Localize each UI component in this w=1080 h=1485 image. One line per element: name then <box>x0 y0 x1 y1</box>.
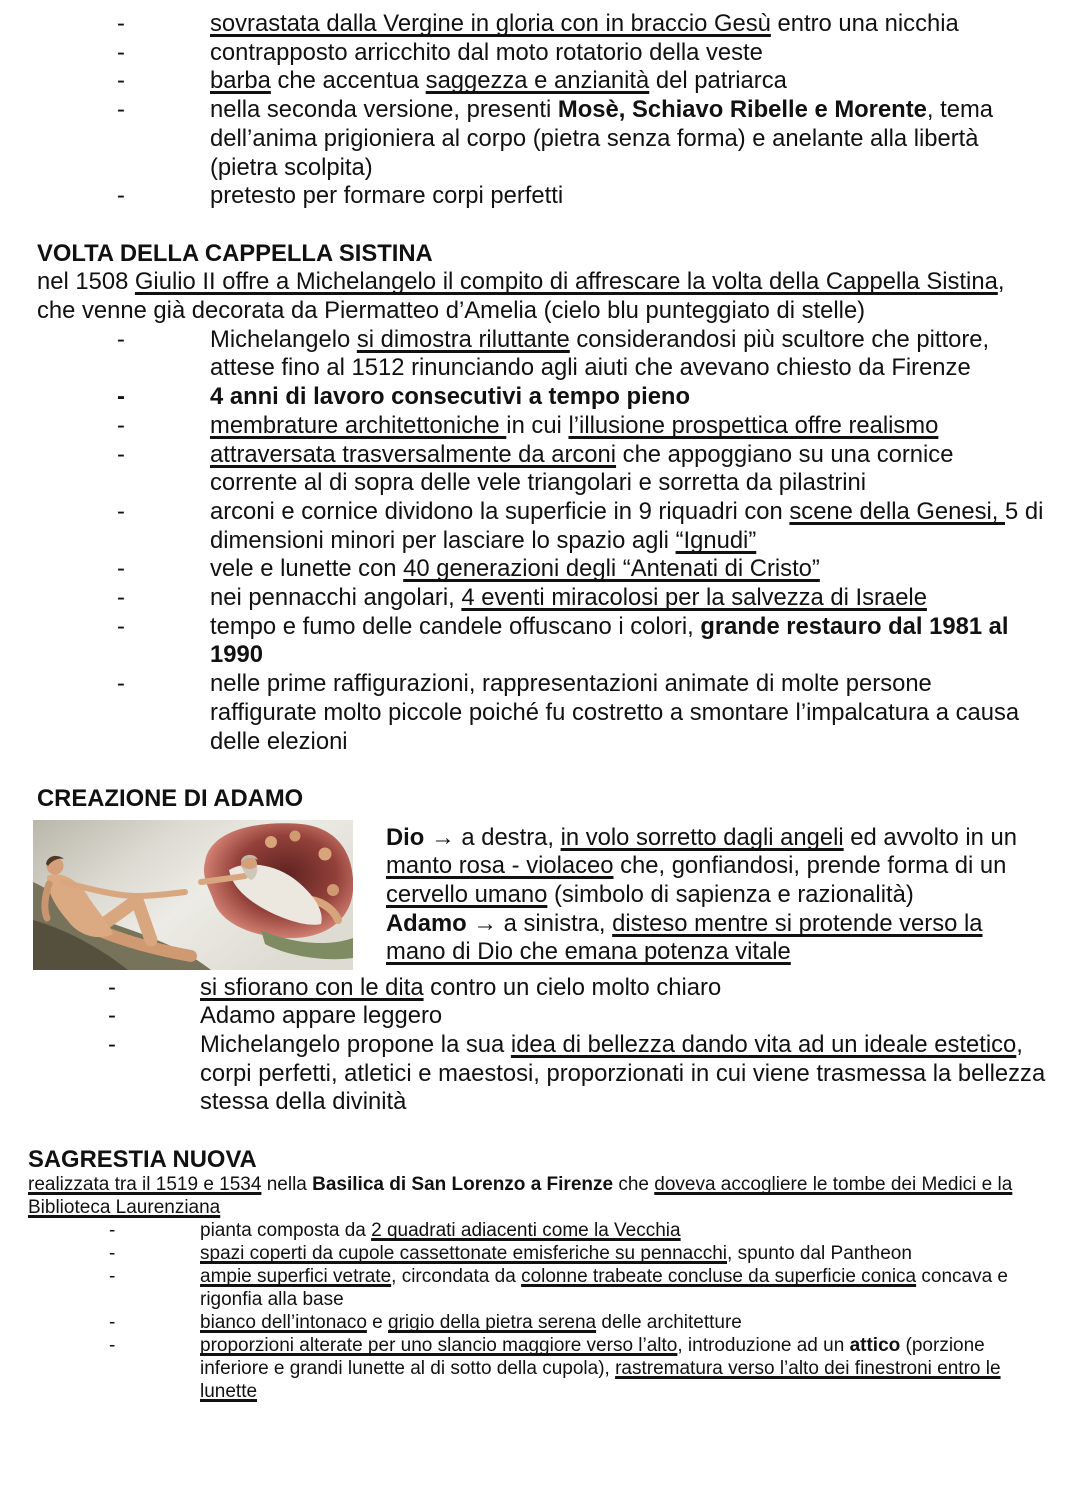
underlined-text: barba <box>210 67 271 95</box>
creation-description <box>386 824 1066 968</box>
list-item-text <box>200 1334 1070 1403</box>
bullet-dash: - <box>109 1220 116 1241</box>
list-item-text <box>210 613 1070 670</box>
underlined-text: sovrastata dalla Vergine in gloria con in braccio Gesù <box>210 10 771 37</box>
list-item <box>0 383 1080 412</box>
text-run: entro una nicchia <box>770 10 959 37</box>
list-item <box>0 67 1080 96</box>
list-item <box>0 555 1080 584</box>
bold-text: grande restauro dal 1981 al 1990 <box>210 612 1009 669</box>
text-run: 5 di dimensioni minori per lasciare lo spazio agli <box>210 497 1044 554</box>
underlined-text: si sfiorano con le dita <box>200 973 424 1001</box>
text-run: Michelangelo <box>210 325 357 353</box>
bullet-dash: - <box>108 1002 116 1030</box>
list-item <box>0 1334 1080 1403</box>
sagrestia-section <box>0 1173 1080 1403</box>
underlined-text: disteso mentre si protende verso la mano di Dio che emana potenza vitale <box>386 909 983 966</box>
top-section <box>0 10 1080 211</box>
underlined-text: doveva accogliere le tombe dei Medici e la Biblioteca Laurenziana <box>28 1174 1013 1218</box>
bold-text: attico <box>849 1335 901 1356</box>
underlined-text: saggezza e anzianità <box>425 67 650 95</box>
list-item <box>0 584 1080 613</box>
text-run: in cui <box>506 411 569 439</box>
list-item-text <box>210 555 1070 584</box>
bold-text: Mosè, Schiavo Ribelle e Morente <box>557 96 927 124</box>
text-run: ed avvolto in un <box>850 823 1017 851</box>
underlined-text: realizzata tra il 1519 e 1534 <box>28 1174 262 1195</box>
section-title: VOLTA DELLA CAPPELLA SISTINA <box>37 239 433 267</box>
list-item <box>0 441 1080 498</box>
bullet-dash: - <box>117 383 125 411</box>
list-item <box>0 1311 1080 1334</box>
list-item-text <box>210 383 1070 412</box>
underlined-text: l’illusione prospettica offre realismo <box>568 411 939 439</box>
underlined-text: bianco dell’intonaco <box>200 1312 367 1333</box>
section-title: CREAZIONE DI ADAMO <box>37 784 304 812</box>
text-run: che, gonfiandosi, prende forma di un <box>620 852 1007 880</box>
bullet-list <box>0 974 1080 1118</box>
list-item-text <box>200 1311 1070 1334</box>
list-item <box>0 39 1080 68</box>
underlined-text: Giulio II offre a Michelangelo il compito di affrescare la volta della Cappella Sistina <box>134 268 998 296</box>
text-run: nella seconda versione, presenti <box>210 96 558 124</box>
bullet-dash: - <box>117 670 125 698</box>
text-run: , corpi perfetti, atletici e maestosi, proporzionati in cui viene trasmessa la bellezza stessa della divinità <box>200 1030 1046 1116</box>
bullet-list <box>0 1219 1080 1403</box>
text-run: che appoggiano su una cornice corrente al di sopra delle vele triangolari e sorretta da pilastrini <box>210 440 954 497</box>
list-item <box>0 1242 1080 1265</box>
underlined-text: membrature architettoniche <box>210 411 507 439</box>
volta-section <box>0 240 1080 757</box>
bullet-dash: - <box>108 1030 116 1058</box>
text-run: , tema dell’anima prigioniera al corpo (pietra senza forma) e anelante alla libertà (pietra scolpita) <box>210 96 994 181</box>
underlined-text: idea di bellezza dando vita ad un ideale estetico <box>510 1030 1017 1058</box>
text-run: , che venne già decorata da Piermatteo d’Amelia (cielo blu punteggiato di stelle) <box>37 268 1005 324</box>
list-item-text <box>200 1265 1070 1311</box>
bold-text: Basilica di San Lorenzo a Firenze <box>312 1174 614 1195</box>
bullet-dash: - <box>117 584 125 612</box>
list-item <box>0 326 1080 383</box>
list-item <box>0 182 1080 211</box>
bullet-dash: - <box>117 10 125 37</box>
text-run: pretesto per formare corpi perfetti <box>210 182 564 210</box>
list-item <box>0 10 1080 39</box>
list-item <box>0 412 1080 441</box>
underlined-text: cervello umano <box>386 881 548 908</box>
text-run: del patriarca <box>649 67 787 95</box>
creation-of-adam-image <box>33 820 353 970</box>
text-run: delle architetture <box>596 1312 742 1333</box>
creazione-section <box>0 974 1080 1118</box>
bullet-dash: - <box>117 555 125 583</box>
underlined-text: proporzioni alterate per uno slancio maggiore verso l’alto <box>200 1335 678 1356</box>
section-intro <box>28 1173 1068 1219</box>
list-item <box>0 1031 1080 1117</box>
underlined-text: colonne trabeate concluse da superficie conica <box>521 1266 917 1287</box>
text-run: e <box>366 1312 389 1333</box>
list-item <box>0 974 1080 1003</box>
text-run: → a destra, <box>424 823 561 851</box>
text-run: che <box>613 1174 655 1195</box>
list-item-text <box>200 1002 1070 1031</box>
dio-paragraph <box>386 824 1066 910</box>
bullet-dash: - <box>117 411 125 439</box>
text-run: concava e rigonfia alla base <box>200 1266 1009 1310</box>
bullet-dash: - <box>109 1243 116 1264</box>
bullet-dash: - <box>117 497 125 525</box>
list-item-text <box>210 498 1070 555</box>
underlined-text: spazi coperti da cupole cassettonate emisferiche su pennacchi <box>200 1243 728 1264</box>
bullet-dash: - <box>117 38 125 66</box>
list-item <box>0 498 1080 555</box>
text-run: nella <box>261 1174 313 1195</box>
text-run: arconi e cornice dividono la superficie in 9 riquadri con <box>210 497 790 525</box>
text-run: , circondata da <box>391 1266 522 1287</box>
bold-text: 4 anni di lavoro consecutivi a tempo pieno <box>210 383 691 411</box>
list-item-text <box>210 39 1070 68</box>
underlined-text: attraversata trasversalmente da arconi <box>210 440 617 468</box>
list-item <box>0 1265 1080 1311</box>
list-item-text <box>210 182 1070 211</box>
bold-text: Adamo <box>386 909 467 937</box>
bullet-dash: - <box>117 67 125 95</box>
list-item-text <box>210 584 1070 613</box>
text-run: considerandosi più scultore che pittore, attese fino al 1512 rinunciando agli aiuti che avevano chiesto da Firenze <box>210 325 990 382</box>
list-item-text <box>210 441 1070 498</box>
text-run: contrapposto arricchito dal moto rotatorio della veste <box>210 38 763 66</box>
underlined-text: grigio della pietra serena <box>388 1312 597 1333</box>
underlined-text: 40 generazioni degli “Antenati di Cristo” <box>403 555 820 583</box>
bullet-dash: - <box>117 612 125 640</box>
underlined-text: si dimostra riluttante <box>356 325 570 353</box>
text-run: vele e lunette con <box>210 555 404 583</box>
text-run: pianta composta da <box>200 1220 372 1241</box>
underlined-text: 4 eventi miracolosi per la salvezza di Israele <box>461 584 927 612</box>
text-run: nelle prime raffigurazioni, rappresentazioni animate di molte persone raffigurate molto piccole poiché fu costretto a smontare l’impalcatura a causa delle elezioni <box>210 670 1020 755</box>
bullet-dash: - <box>117 440 125 468</box>
list-item-text <box>210 670 1070 756</box>
underlined-text: 2 quadrati adiacenti come la Vecchia <box>371 1220 681 1241</box>
list-item <box>0 1002 1080 1031</box>
text-run: (simbolo di sapienza e razionalità) <box>547 881 914 908</box>
bullet-list <box>0 10 1080 211</box>
underlined-text: “Ignudi” <box>675 526 757 554</box>
underlined-text: rastrematura verso l’alto dei finestroni entro le lunette <box>200 1358 1001 1402</box>
text-run: Michelangelo propone la sua <box>200 1030 511 1058</box>
bullet-dash: - <box>108 973 116 1001</box>
text-run: nel 1508 <box>37 268 135 296</box>
bullet-list <box>0 326 1080 757</box>
underlined-text: scene della Genesi, <box>789 497 1006 525</box>
list-item-text <box>210 10 1070 39</box>
text-run: → a sinistra, <box>466 909 613 937</box>
text-run: (porzione inferiore e grandi lunette al di sotto della cupola), <box>200 1335 985 1379</box>
bullet-dash: - <box>117 96 125 124</box>
bullet-dash: - <box>117 325 125 353</box>
bullet-dash: - <box>109 1335 116 1356</box>
adamo-paragraph <box>386 910 1066 967</box>
bullet-dash: - <box>117 182 125 210</box>
bullet-dash: - <box>109 1266 116 1287</box>
text-run: nei pennacchi angolari, <box>210 584 462 612</box>
list-item-text <box>210 96 1070 182</box>
list-item-text <box>210 326 1070 383</box>
text-run: che accentua <box>270 67 426 95</box>
underlined-text: manto rosa - violaceo <box>386 852 614 880</box>
list-item-text <box>210 67 1070 96</box>
list-item-text <box>210 412 1070 441</box>
list-item-text <box>200 1031 1070 1117</box>
bold-text: Dio <box>386 823 425 851</box>
section-title: SAGRESTIA NUOVA <box>28 1146 257 1173</box>
section-intro <box>37 268 1067 325</box>
list-item <box>0 1219 1080 1242</box>
underlined-text: ampie superfici vetrate <box>200 1266 392 1287</box>
bullet-dash: - <box>109 1312 116 1333</box>
text-run: , spunto dal Pantheon <box>727 1243 912 1264</box>
underlined-text: in volo sorretto dagli angeli <box>560 823 844 851</box>
text-run: Adamo appare leggero <box>200 1002 443 1030</box>
list-item-text <box>200 1242 1070 1265</box>
text-run: tempo e fumo delle candele offuscano i colori, <box>210 612 701 640</box>
list-item <box>0 96 1080 182</box>
list-item-text <box>200 974 1070 1003</box>
list-item-text <box>200 1219 1070 1242</box>
list-item <box>0 670 1080 756</box>
list-item <box>0 613 1080 670</box>
text-run: contro un cielo molto chiaro <box>423 973 722 1001</box>
text-run: , introduzione ad un <box>677 1335 850 1356</box>
